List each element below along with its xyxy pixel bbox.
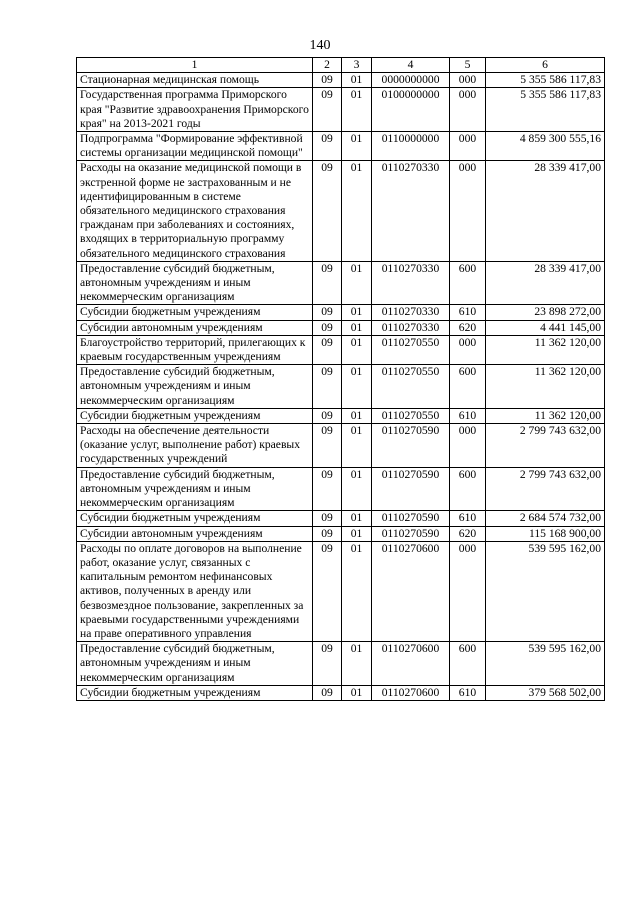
row-name-cell: Расходы на обеспечение деятельности (оказание услуг, выполнение работ) краевых государственных учреждений [77,424,313,468]
row-section-code-cell: 01 [342,365,372,409]
table-row [77,511,605,526]
page-number: 140 [309,38,331,53]
row-section-code-cell: 01 [342,335,372,364]
row-ministry-code-cell: 09 [313,541,342,641]
row-name-cell: Расходы по оплате договоров на выполнение работ, оказание услуг, связанных с капитальным ремонтом нефинансовых активов, полученных в аренду или безвозмездное пользование, закрепленных за краевыми государственными учреждениями на праве оперативного управления [77,541,313,641]
row-amount-cell: 11 362 120,00 [486,365,605,409]
row-section-code-cell: 01 [342,261,372,305]
row-expense-type-cell: 000 [450,88,486,132]
row-name-cell: Предоставление субсидий бюджетным, автономным учреждениям и иным некоммерческим организациям [77,261,313,305]
column-header: 1 [77,58,313,73]
table-row [77,305,605,320]
row-amount-cell: 28 339 417,00 [486,261,605,305]
row-ministry-code-cell: 09 [313,408,342,423]
table-row [77,320,605,335]
row-target-code-cell: 0110000000 [372,132,450,161]
table-row [77,642,605,686]
row-section-code-cell: 01 [342,408,372,423]
row-expense-type-cell: 600 [450,365,486,409]
row-section-code-cell: 01 [342,320,372,335]
row-name-cell: Субсидии бюджетным учреждениям [77,305,313,320]
row-target-code-cell: 0110270600 [372,642,450,686]
row-section-code-cell: 01 [342,73,372,88]
row-amount-cell: 2 684 574 732,00 [486,511,605,526]
table-row [77,73,605,88]
row-ministry-code-cell: 09 [313,132,342,161]
row-target-code-cell: 0110270590 [372,424,450,468]
row-expense-type-cell: 610 [450,511,486,526]
row-section-code-cell: 01 [342,132,372,161]
table-row [77,408,605,423]
row-expense-type-cell: 000 [450,424,486,468]
row-section-code-cell: 01 [342,88,372,132]
row-name-cell: Субсидии бюджетным учреждениям [77,685,313,700]
column-header: 4 [372,58,450,73]
row-section-code-cell: 01 [342,161,372,261]
table-body [77,73,605,701]
row-name-cell: Субсидии автономным учреждениям [77,526,313,541]
row-ministry-code-cell: 09 [313,320,342,335]
row-target-code-cell: 0110270330 [372,261,450,305]
row-name-cell: Предоставление субсидий бюджетным, автономным учреждениям и иным некоммерческим организациям [77,642,313,686]
row-expense-type-cell: 620 [450,526,486,541]
row-expense-type-cell: 600 [450,467,486,511]
row-expense-type-cell: 610 [450,305,486,320]
column-header: 5 [450,58,486,73]
row-amount-cell: 5 355 586 117,83 [486,73,605,88]
row-section-code-cell: 01 [342,305,372,320]
row-expense-type-cell: 600 [450,261,486,305]
table-row [77,541,605,641]
row-ministry-code-cell: 09 [313,526,342,541]
row-amount-cell: 28 339 417,00 [486,161,605,261]
row-section-code-cell: 01 [342,541,372,641]
table-row [77,88,605,132]
row-ministry-code-cell: 09 [313,642,342,686]
row-target-code-cell: 0110270330 [372,320,450,335]
row-name-cell: Субсидии автономным учреждениям [77,320,313,335]
row-amount-cell: 2 799 743 632,00 [486,467,605,511]
row-target-code-cell: 0110270550 [372,335,450,364]
row-section-code-cell: 01 [342,424,372,468]
row-ministry-code-cell: 09 [313,88,342,132]
row-target-code-cell: 0110270600 [372,685,450,700]
row-name-cell: Государственная программа Приморского края "Развитие здравоохранения Приморского края" на 2013-2021 годы [77,88,313,132]
row-expense-type-cell: 610 [450,685,486,700]
row-name-cell: Подпрограмма "Формирование эффективной системы организации медицинской помощи" [77,132,313,161]
row-expense-type-cell: 600 [450,642,486,686]
row-amount-cell: 115 168 900,00 [486,526,605,541]
row-target-code-cell: 0110270600 [372,541,450,641]
row-target-code-cell: 0110270590 [372,511,450,526]
row-name-cell: Субсидии бюджетным учреждениям [77,408,313,423]
row-section-code-cell: 01 [342,685,372,700]
row-name-cell: Стационарная медицинская помощь [77,73,313,88]
table-header-row [77,58,605,73]
row-ministry-code-cell: 09 [313,424,342,468]
row-section-code-cell: 01 [342,642,372,686]
row-target-code-cell: 0110270550 [372,365,450,409]
budget-table [76,57,605,701]
row-amount-cell: 4 441 145,00 [486,320,605,335]
row-expense-type-cell: 610 [450,408,486,423]
row-expense-type-cell: 620 [450,320,486,335]
table-row [77,685,605,700]
row-target-code-cell: 0100000000 [372,88,450,132]
row-amount-cell: 379 568 502,00 [486,685,605,700]
row-expense-type-cell: 000 [450,335,486,364]
table-row [77,161,605,261]
column-header: 2 [313,58,342,73]
row-section-code-cell: 01 [342,526,372,541]
row-ministry-code-cell: 09 [313,335,342,364]
row-target-code-cell: 0110270590 [372,526,450,541]
table-row [77,132,605,161]
table-row [77,526,605,541]
row-expense-type-cell: 000 [450,73,486,88]
row-amount-cell: 539 595 162,00 [486,541,605,641]
row-target-code-cell: 0110270330 [372,161,450,261]
row-section-code-cell: 01 [342,511,372,526]
row-name-cell: Предоставление субсидий бюджетным, автономным учреждениям и иным некоммерческим организациям [77,467,313,511]
table-row [77,335,605,364]
row-name-cell: Благоустройство территорий, прилегающих к краевым государственным учреждениям [77,335,313,364]
row-ministry-code-cell: 09 [313,365,342,409]
row-name-cell: Субсидии бюджетным учреждениям [77,511,313,526]
table-row [77,261,605,305]
row-ministry-code-cell: 09 [313,161,342,261]
row-expense-type-cell: 000 [450,161,486,261]
table-row [77,424,605,468]
row-name-cell: Предоставление субсидий бюджетным, автономным учреждениям и иным некоммерческим организациям [77,365,313,409]
row-ministry-code-cell: 09 [313,73,342,88]
row-ministry-code-cell: 09 [313,685,342,700]
row-amount-cell: 2 799 743 632,00 [486,424,605,468]
row-ministry-code-cell: 09 [313,467,342,511]
column-header: 3 [342,58,372,73]
row-ministry-code-cell: 09 [313,511,342,526]
row-ministry-code-cell: 09 [313,261,342,305]
row-amount-cell: 23 898 272,00 [486,305,605,320]
row-section-code-cell: 01 [342,467,372,511]
row-amount-cell: 539 595 162,00 [486,642,605,686]
row-target-code-cell: 0110270590 [372,467,450,511]
table-row [77,467,605,511]
row-target-code-cell: 0110270330 [372,305,450,320]
row-amount-cell: 11 362 120,00 [486,408,605,423]
row-name-cell: Расходы на оказание медицинской помощи в экстренной форме не застрахованным и не идентифицированным в системе обязательного медицинского страхования гражданам при заболеваниях и состояниях, входящих в территориальную программу обязательного медицинского страхования [77,161,313,261]
row-target-code-cell: 0000000000 [372,73,450,88]
row-ministry-code-cell: 09 [313,305,342,320]
row-amount-cell: 11 362 120,00 [486,335,605,364]
row-amount-cell: 4 859 300 555,16 [486,132,605,161]
table-row [77,365,605,409]
row-expense-type-cell: 000 [450,541,486,641]
column-header: 6 [486,58,605,73]
row-amount-cell: 5 355 586 117,83 [486,88,605,132]
row-expense-type-cell: 000 [450,132,486,161]
row-target-code-cell: 0110270550 [372,408,450,423]
